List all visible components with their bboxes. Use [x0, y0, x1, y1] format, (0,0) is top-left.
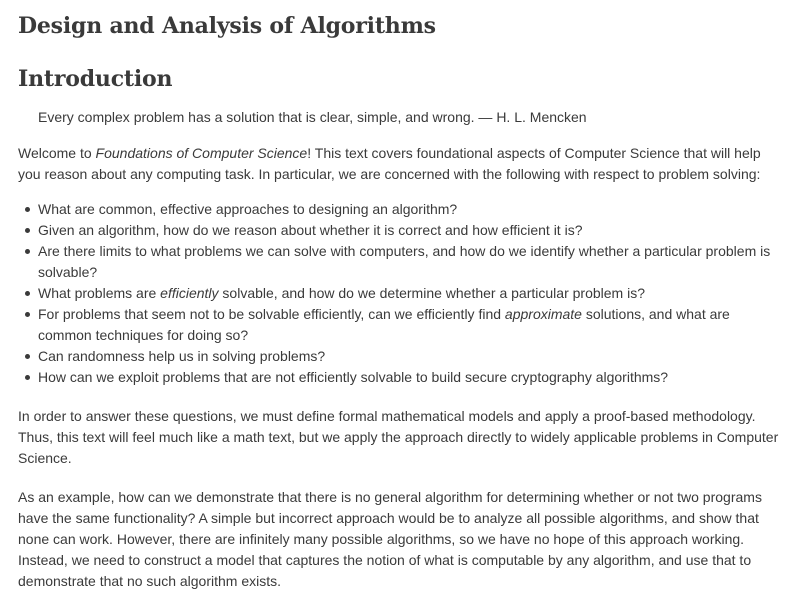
list-item: Are there limits to what problems we can solve with computers, and how do we identify whether a particular problem is solvable?	[38, 241, 782, 283]
list-item	[38, 304, 782, 346]
list-item	[38, 283, 782, 304]
epigraph-quote: Every complex problem has a solution that is clear, simple, and wrong. — H. L. Mencken	[38, 109, 587, 125]
book-title: Design and Analysis of Algorithms	[18, 13, 436, 39]
list-item: Given an algorithm, how do we reason about whether it is correct and how efficient it is?	[38, 220, 782, 241]
approach-paragraph: In order to answer these questions, we must define formal mathematical models and apply a proof-based methodology. Thus, this text will feel much like a math text, but we apply the approach directly to widely applicable problems in Computer Science.	[18, 408, 779, 466]
approximate-emphasis: approximate	[504, 306, 582, 322]
intro-text-before: Welcome to	[18, 145, 96, 161]
list-item-text: solutions, and what are common techniques for doing so?	[38, 306, 730, 343]
list-item-text: solvable, and how do we determine whether a particular problem is?	[218, 285, 645, 301]
example-paragraph: As an example, how can we demonstrate that there is no general algorithm for determining whether or not two programs have the same functionality? A simple but incorrect approach would be to analyze all possible algorithms, and show that none can work. However, there are infinitely many possible algorithms, so we have no hope of this approach working. Instead, we need to construct a model that captures the notion of what is computable by any algorithm, and use that to demonstrate that no such algorithm exists.	[18, 489, 762, 589]
book-name-emphasis: Foundations of Computer Science	[95, 145, 308, 161]
intro-paragraph	[18, 143, 782, 185]
list-item-text: What problems are	[38, 285, 161, 301]
efficiently-emphasis: efficiently	[160, 285, 219, 301]
list-item: Can randomness help us in solving problems?	[38, 346, 782, 367]
questions-list	[18, 199, 782, 388]
list-item: How can we exploit problems that are not efficiently solvable to build secure cryptography algorithms?	[38, 367, 782, 388]
list-item-text: For problems that seem not to be solvable efficiently, can we efficiently find	[38, 306, 505, 322]
list-item: What are common, effective approaches to designing an algorithm?	[38, 199, 782, 220]
intro-text-after: ! This text covers foundational aspects of Computer Science that will help you reason about any computing task. In particular, we are concerned with the following with respect to problem solving:	[18, 145, 761, 182]
chapter-title: Introduction	[18, 66, 173, 92]
